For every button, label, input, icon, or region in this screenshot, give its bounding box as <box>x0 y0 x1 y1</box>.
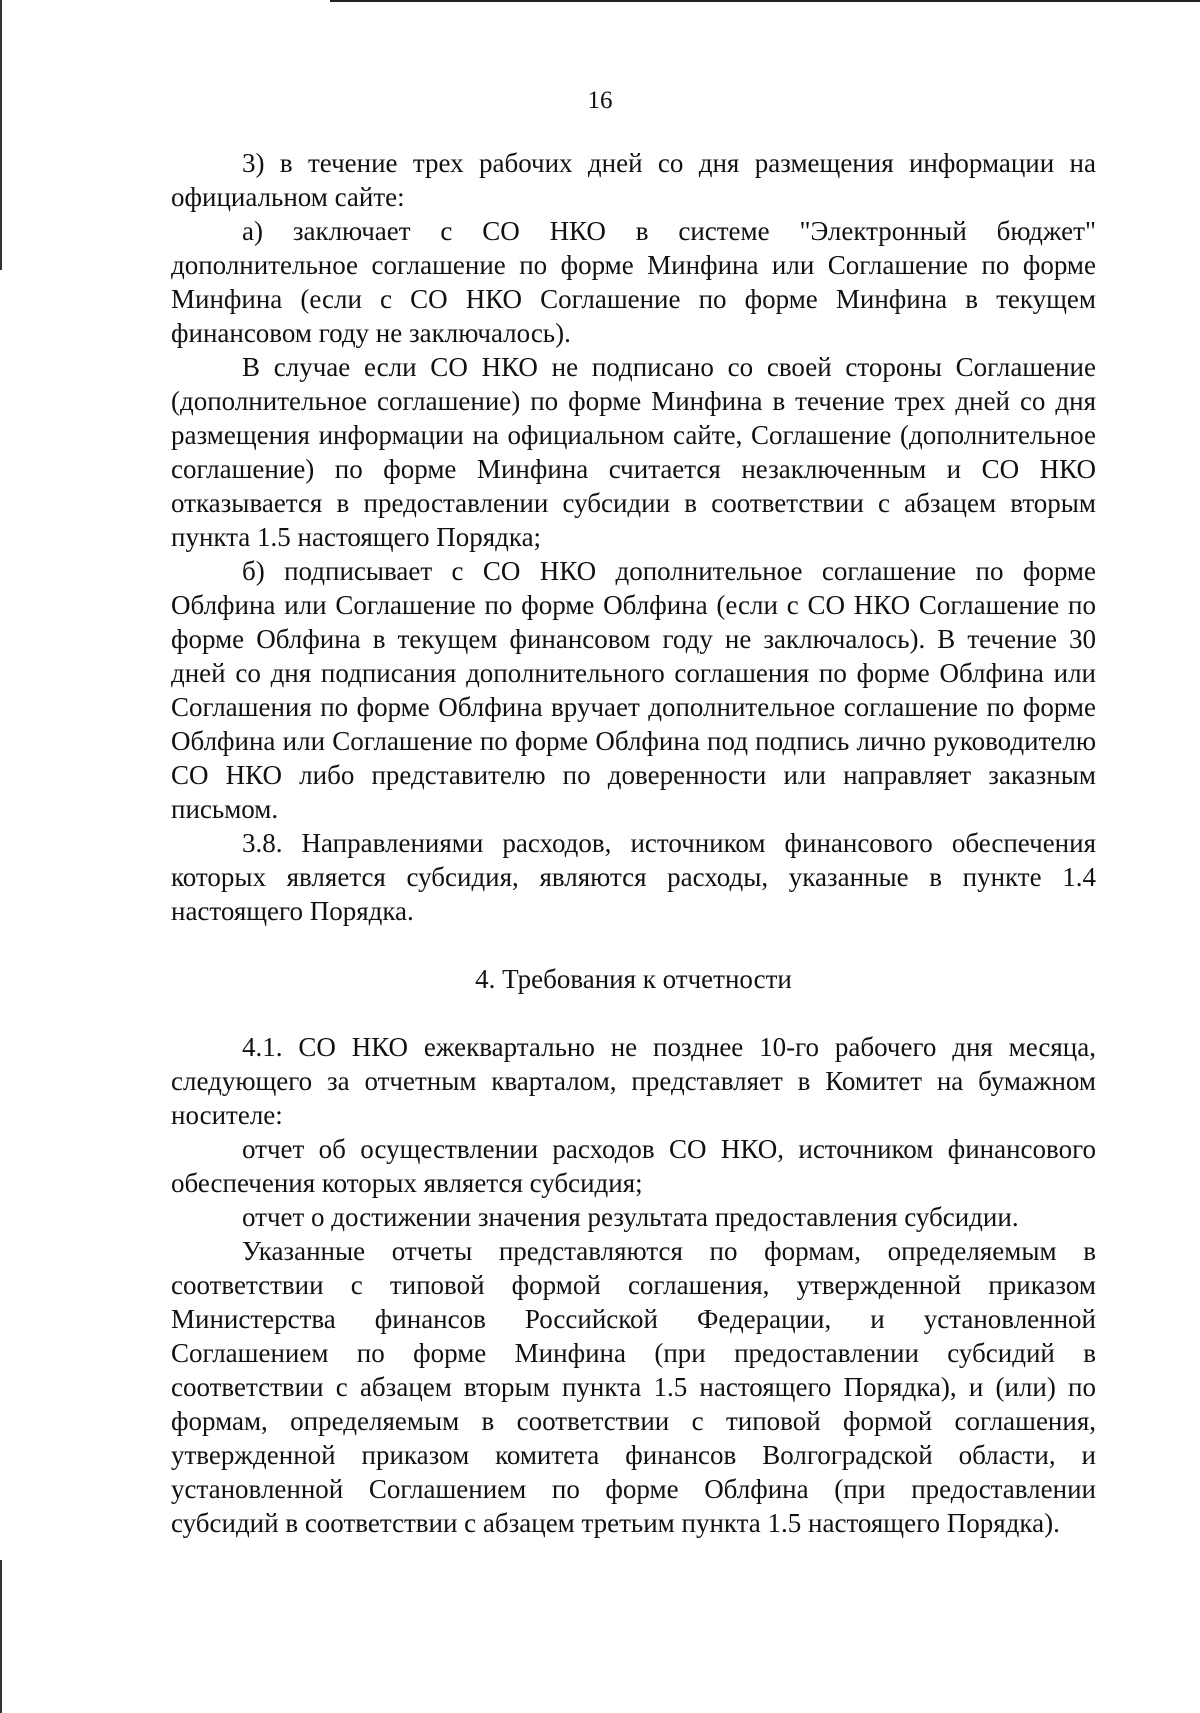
paragraph-subitem-b: б) подписывает с СО НКО дополнительное соглашение по форме Облфина или Соглашение по форме Облфина (если с СО НКО Соглашение по форме Облфина в текущем финансовом году не заключалось). В течение 30 дней со дня подписания дополнительного соглашения по форме Облфина или Соглашения по форме Облфина вручает дополнительное соглашение по форме Облфина или Соглашение по форме Облфина под подпись лично руководителю СО НКО либо представителю по доверенности или направляет заказным письмом. <box>171 556 1096 824</box>
section-heading: 4. Требования к отчетности <box>475 964 792 994</box>
paragraph-subitem-a: а) заключает с СО НКО в системе "Электронный бюджет" дополнительное соглашение по форме Минфина или Соглашение по форме Минфина (если с СО НКО Соглашение по форме Минфина в текущем финансовом году не заключалось). <box>171 216 1096 348</box>
scan-edge-mark <box>0 0 2 270</box>
scan-edge-mark <box>0 1560 2 1713</box>
page-number: 16 <box>587 87 613 114</box>
paragraph-3-item-3: 3) в течение трех рабочих дней со дня размещения информации на официальном сайте: <box>171 148 1096 212</box>
document-body <box>171 146 1096 1540</box>
paragraph-4-1: 4.1. СО НКО ежеквартально не позднее 10-го рабочего дня месяца, следующего за отчетным кварталом, представляет в Комитет на бумажном носителе: <box>171 1032 1096 1130</box>
paragraph-report-expenses: отчет об осуществлении расходов СО НКО, источником финансового обеспечения которых является субсидия; <box>171 1134 1096 1198</box>
paragraph-report-result: отчет о достижении значения результата предоставления субсидии. <box>242 1202 1019 1232</box>
paragraph-report-forms: Указанные отчеты представляются по формам, определяемым в соответствии с типовой формой соглашения, утвержденной приказом Министерства финансов Российской Федерации, и установленной Соглашением по форме Минфина (при предоставлении субсидий в соответствии с абзацем вторым пункта 1.5 настоящего Порядка), и (или) по формам, определяемым в соответствии с типовой формой соглашения, утвержденной приказом комитета финансов Волгоградской области, и установленной Соглашением по форме Облфина (при предоставлении субсидий в соответствии с абзацем третьим пункта 1.5 настоящего Порядка). <box>171 1236 1096 1538</box>
paragraph-unsigned-case: В случае если СО НКО не подписано со своей стороны Соглашение (дополнительное соглашение) по форме Минфина в течение трех дней со дня размещения информации на официальном сайте, Соглашение (дополнительное соглашение) по форме Минфина считается незаключенным и СО НКО отказывается в предоставлении субсидии в соответствии с абзацем вторым пункта 1.5 настоящего Порядка; <box>171 352 1096 552</box>
scan-edge-line <box>330 0 1200 2</box>
paragraph-3-8: 3.8. Направлениями расходов, источником финансового обеспечения которых является субсидия, являются расходы, указанные в пункте 1.4 настоящего Порядка. <box>171 828 1096 926</box>
